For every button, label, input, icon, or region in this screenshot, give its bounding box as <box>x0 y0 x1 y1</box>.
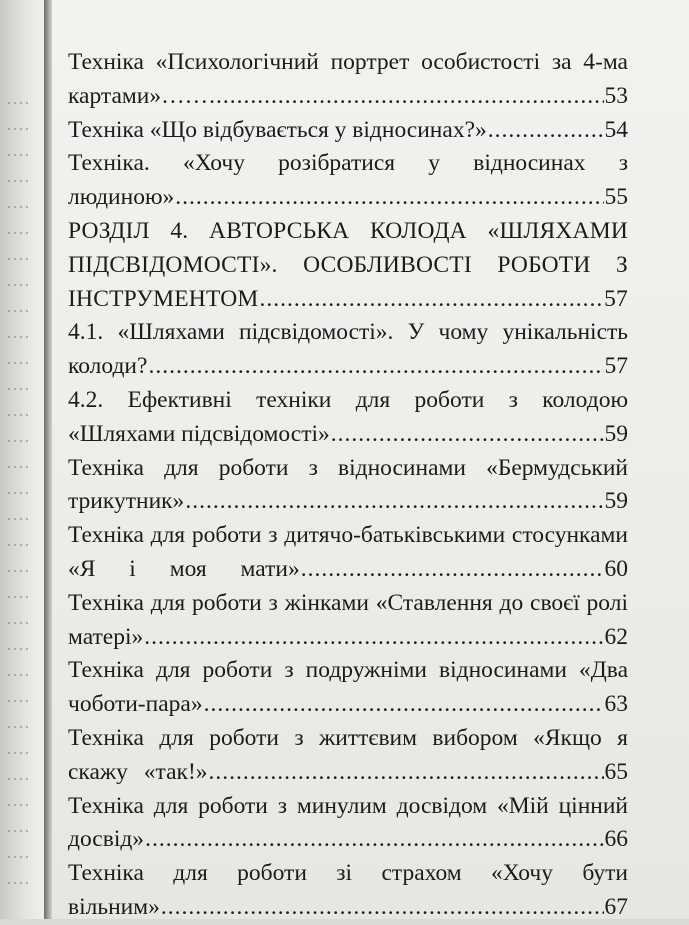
dot-leader <box>185 485 603 519</box>
toc-entry <box>68 114 628 148</box>
toc-entry-title: Техніка «Психологічний портрет особистості за 4-ма <box>68 49 628 75</box>
dot-leader <box>175 181 603 215</box>
toc-entry-title-end: людиною» <box>68 184 175 211</box>
toc-entry <box>68 384 628 452</box>
toc-entry <box>68 519 628 587</box>
toc-chapter-title-end: ІНСТРУМЕНТОМ <box>68 285 259 312</box>
dot-leader <box>209 80 603 114</box>
toc-entry <box>68 452 628 520</box>
toc-entry-title: Техніка. «Хочу розібратися у відносинах з <box>68 150 628 177</box>
toc-entry-title: Техніка для роботи з жінками «Ставлення до своєї ролі <box>68 589 628 616</box>
toc-entry-line <box>68 418 628 452</box>
toc-entry-title: Техніка для роботи з подружніми відносинами «Два <box>68 657 628 684</box>
dot-leader <box>331 418 604 452</box>
page-number: 67 <box>604 893 628 920</box>
toc-entry <box>68 857 628 925</box>
toc-entry-line <box>68 823 628 857</box>
toc-entry <box>68 46 628 114</box>
dot-leader <box>145 823 603 857</box>
toc-entry-title-end: картами»…… <box>68 82 209 109</box>
page-number: 66 <box>604 826 628 853</box>
toc-entry-title: Техніка для роботи зі страхом «Хочу бути <box>68 860 628 887</box>
toc-entry-title: Техніка для роботи з життєвим вибором «Якщо я <box>68 724 628 751</box>
toc-entry-line <box>68 114 628 148</box>
toc-entry-line <box>68 283 628 317</box>
toc-entry-title-end: колоди? <box>68 353 148 380</box>
toc-entry <box>68 722 628 790</box>
page-number: 63 <box>604 691 628 718</box>
page-number: 60 <box>604 555 628 582</box>
toc-chapter-entry <box>68 215 628 316</box>
toc-entry-title: Техніка для роботи з дитячо-батьківськими стосунками <box>68 522 628 549</box>
dot-leader <box>144 621 603 655</box>
toc-entry <box>68 654 628 722</box>
toc-entry-title-end: досвід» <box>68 826 145 853</box>
toc-entry-title-end: «Я і моя мати» <box>68 555 300 582</box>
page-number: 59 <box>604 488 628 515</box>
toc-chapter-title-middle: ПІДСВІДОМОСТІ». ОСОБЛИВОСТІ РОБОТИ З <box>68 251 628 278</box>
page-number: 54 <box>604 116 628 143</box>
toc-entry-line <box>68 891 628 925</box>
toc-entry-title-end: чоботи-пара» <box>68 691 203 718</box>
toc-entry-title-end: трикутник» <box>68 488 185 515</box>
toc-entry-line <box>68 485 628 519</box>
dot-leader <box>204 688 604 722</box>
page-number: 55 <box>604 184 628 211</box>
toc-entry-title: 4.2. Ефективні техніки для роботи з колодою <box>68 386 628 413</box>
table-of-contents <box>68 46 628 925</box>
toc-entry <box>68 147 628 215</box>
left-page-edge <box>0 0 46 919</box>
left-page-dot-leaders <box>6 90 32 890</box>
toc-entry-line <box>68 756 628 790</box>
page-number: 57 <box>604 353 628 380</box>
toc-entry-title: Техніка «Що відбувається у відносинах?» <box>68 116 487 143</box>
toc-entry-title: Техніка для роботи з минулим досвідом «Мій цінний <box>68 792 628 819</box>
toc-entry-line <box>68 621 628 655</box>
toc-entry <box>68 790 628 858</box>
toc-chapter-title: РОЗДІЛ 4. АВТОРСЬКА КОЛОДА «ШЛЯХАМИ <box>68 217 628 244</box>
dot-leader <box>209 756 604 790</box>
toc-entry-title-end: «Шляхами підсвідомості» <box>68 420 330 447</box>
dot-leader <box>488 114 604 148</box>
dot-leader <box>148 350 603 384</box>
toc-entry-title-end: скажу «так!» <box>68 758 208 785</box>
toc-entry-line <box>68 688 628 722</box>
toc-entry-title-end: матері» <box>68 623 144 650</box>
toc-entry-title: Техніка для роботи з відносинами «Бермудський <box>68 454 628 481</box>
page-number: 62 <box>604 623 628 650</box>
toc-entry-title: 4.1. «Шляхами підсвідомості». У чому унікальність <box>68 319 628 346</box>
toc-entry <box>68 587 628 655</box>
page-number: 53 <box>604 82 628 109</box>
toc-entry-line <box>68 181 628 215</box>
toc-entry-line <box>68 553 628 587</box>
dot-leader <box>259 283 603 317</box>
toc-entry-line <box>68 350 628 384</box>
page-number: 59 <box>604 420 628 447</box>
page-number: 65 <box>604 758 628 785</box>
dot-leader <box>301 553 604 587</box>
toc-entry-title-end: вільним» <box>68 893 160 920</box>
dot-leader <box>161 891 604 925</box>
toc-entry <box>68 316 628 384</box>
toc-entry-line <box>68 80 628 114</box>
page-number: 57 <box>604 285 628 312</box>
